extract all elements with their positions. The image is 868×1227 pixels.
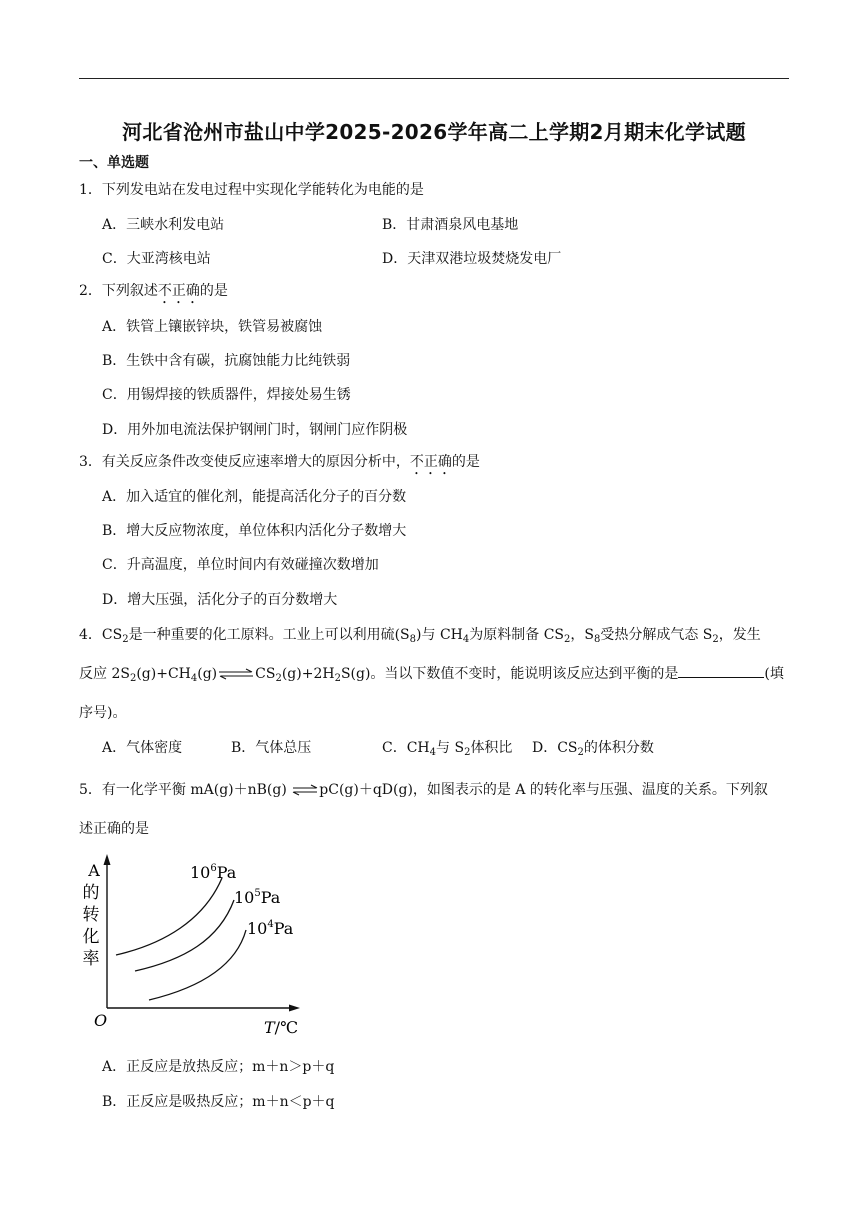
question-2-stem xyxy=(79,282,228,307)
q3-option-a[interactable]: A．加入适宜的催化剂，能提高活化分子的百分数 xyxy=(102,489,407,505)
q5-option-b[interactable]: B．正反应是吸热反应；m＋n＜p＋q xyxy=(102,1094,335,1110)
series-line-1e5 xyxy=(135,900,234,971)
x-axis-arrow-icon xyxy=(289,1005,300,1012)
q2-option-b[interactable]: B．生铁中含有碳，抗腐蚀能力比纯铁弱 xyxy=(102,353,351,369)
subscript: 4 xyxy=(429,747,437,758)
subscript: 2 xyxy=(122,634,129,645)
question-3-stem xyxy=(79,453,480,478)
q4-text: CS xyxy=(255,666,276,682)
q3-option-b[interactable]: B．增大反应物浓度，单位体积内活化分子数增大 xyxy=(102,523,407,539)
origin-label: O xyxy=(94,1011,108,1030)
y-label-char: 率 xyxy=(82,949,100,969)
q5-text: 5．有一化学平衡 mA(g)＋nB(g) xyxy=(79,782,287,798)
question-4-line-1 xyxy=(79,626,761,649)
q4-option-d[interactable] xyxy=(532,739,654,762)
q4-text: 4．CS xyxy=(79,627,123,643)
series-label-1e5 xyxy=(234,888,281,907)
series-line-1e4 xyxy=(149,930,246,1000)
subscript: 2 xyxy=(275,673,282,684)
q2-stem-pre: 2．下列叙述 xyxy=(79,283,158,299)
subscript: 8 xyxy=(409,634,417,645)
subscript: 4 xyxy=(462,634,470,645)
label-exponent: 6 xyxy=(210,863,217,874)
label-unit: Pa xyxy=(273,919,294,938)
question-5-line-2: 述正确的是 xyxy=(79,821,149,837)
q4-text: (g)+2H xyxy=(281,666,335,682)
conversion-rate-chart xyxy=(74,848,314,1043)
label-unit: Pa xyxy=(216,863,237,882)
header-rule xyxy=(79,78,789,79)
q5-option-a[interactable]: A．正反应是放热反应；m＋n＞p＋q xyxy=(102,1059,335,1075)
series-label-1e6 xyxy=(190,863,237,882)
question-1-stem: 1．下列发电站在发电过程中实现化学能转化为电能的是 xyxy=(79,182,424,198)
q4-text: ，发生 xyxy=(718,627,761,643)
q4-option-d-text: 的体积分数 xyxy=(583,740,654,756)
q4-text: 为原料制备 CS xyxy=(469,627,565,643)
q1-option-b[interactable]: B．甘肃酒泉风电基地 xyxy=(382,217,519,233)
subscript: 2 xyxy=(334,673,341,684)
subscript: 2 xyxy=(712,634,719,645)
series-line-1e6 xyxy=(116,878,222,955)
question-5-line-1 xyxy=(79,781,768,799)
question-4-line-2 xyxy=(79,665,784,688)
subscript: 2 xyxy=(129,673,137,684)
q4-text: (g)+CH xyxy=(136,666,191,682)
label-exponent: 5 xyxy=(254,888,261,899)
subscript: 4 xyxy=(190,673,198,684)
q4-text: )与 CH xyxy=(416,627,463,643)
y-axis-arrow-icon xyxy=(104,854,111,865)
q4-text: 是一种重要的化工原料。工业上可以利用硫(S xyxy=(128,627,410,643)
q1-option-c[interactable]: C．大亚湾核电站 xyxy=(102,251,211,267)
y-label-char: 的 xyxy=(82,883,100,903)
q4-option-a[interactable]: A．气体密度 xyxy=(102,740,183,756)
label-exponent: 4 xyxy=(267,919,274,930)
label-base: 10 xyxy=(190,863,211,882)
q2-option-c[interactable]: C．用锡焊接的铁质器件，焊接处易生锈 xyxy=(102,387,351,403)
q3-stem-pre: 3．有关反应条件改变使反应速率增大的原因分析中， xyxy=(79,454,410,470)
q4-text: (填 xyxy=(764,666,784,682)
q2-option-d[interactable]: D．用外加电流法保护钢闸门时，钢闸门应作阴极 xyxy=(102,422,408,438)
q4-option-c-text: C．CH xyxy=(382,740,430,756)
label-base: 10 xyxy=(247,919,268,938)
q3-option-d[interactable]: D．增大压强，活化分子的百分数增大 xyxy=(102,592,338,608)
q4-text: 受热分解成气态 S xyxy=(600,627,713,643)
q1-option-d[interactable]: D．天津双港垃圾焚烧发电厂 xyxy=(382,251,562,267)
q4-text: ，S xyxy=(570,627,594,643)
q5-text: pC(g)＋qD(g)，如图表示的是 A 的转化率与压强、温度的关系。下列叙 xyxy=(319,782,768,798)
y-label-char: 转 xyxy=(82,905,100,925)
q4-option-d-text: D．CS xyxy=(532,740,578,756)
q2-option-a[interactable]: A．铁管上镶嵌锌块，铁管易被腐蚀 xyxy=(102,319,323,335)
q2-stem-post: 的是 xyxy=(199,283,228,299)
q4-option-b[interactable]: B．气体总压 xyxy=(231,740,312,756)
q4-option-c-text: 与 S xyxy=(436,740,465,756)
q4-option-c-text: 体积比 xyxy=(470,740,513,756)
answer-blank[interactable] xyxy=(678,665,764,678)
page-title: 河北省沧州市盐山中学2025-2026学年高二上学期2月期末化学试题 xyxy=(122,120,746,144)
q2-stem-emphasis: 不正确 xyxy=(157,283,200,299)
q4-text: 反应 2S xyxy=(79,666,130,682)
equilibrium-arrow-icon xyxy=(291,784,319,796)
q4-text: S(g)。当以下数值不变时，能说明该反应达到平衡的是 xyxy=(340,666,679,682)
y-label-char: A xyxy=(88,861,100,880)
series-label-1e4 xyxy=(247,919,294,938)
label-base: 10 xyxy=(234,888,255,907)
y-label-char: 化 xyxy=(82,927,100,947)
q3-stem-post: 的是 xyxy=(451,454,480,470)
label-unit: Pa xyxy=(260,888,281,907)
q1-option-a[interactable]: A．三峡水利发电站 xyxy=(102,217,225,233)
subscript: 2 xyxy=(577,747,584,758)
subscript: 8 xyxy=(593,634,601,645)
x-label-unit: /℃ xyxy=(274,1018,298,1037)
q3-stem-emphasis: 不正确 xyxy=(409,454,452,470)
x-axis-label xyxy=(264,1018,298,1037)
q4-option-c[interactable] xyxy=(382,739,512,762)
q4-text: (g) xyxy=(197,666,218,682)
equilibrium-arrow-icon xyxy=(217,668,255,680)
section-heading: 一、单选题 xyxy=(79,155,149,171)
subscript: 2 xyxy=(464,747,471,758)
x-label-var: T xyxy=(264,1018,275,1037)
subscript: 2 xyxy=(564,634,571,645)
question-4-line-3: 序号)。 xyxy=(79,705,127,721)
q3-option-c[interactable]: C．升高温度，单位时间内有效碰撞次数增加 xyxy=(102,557,379,573)
